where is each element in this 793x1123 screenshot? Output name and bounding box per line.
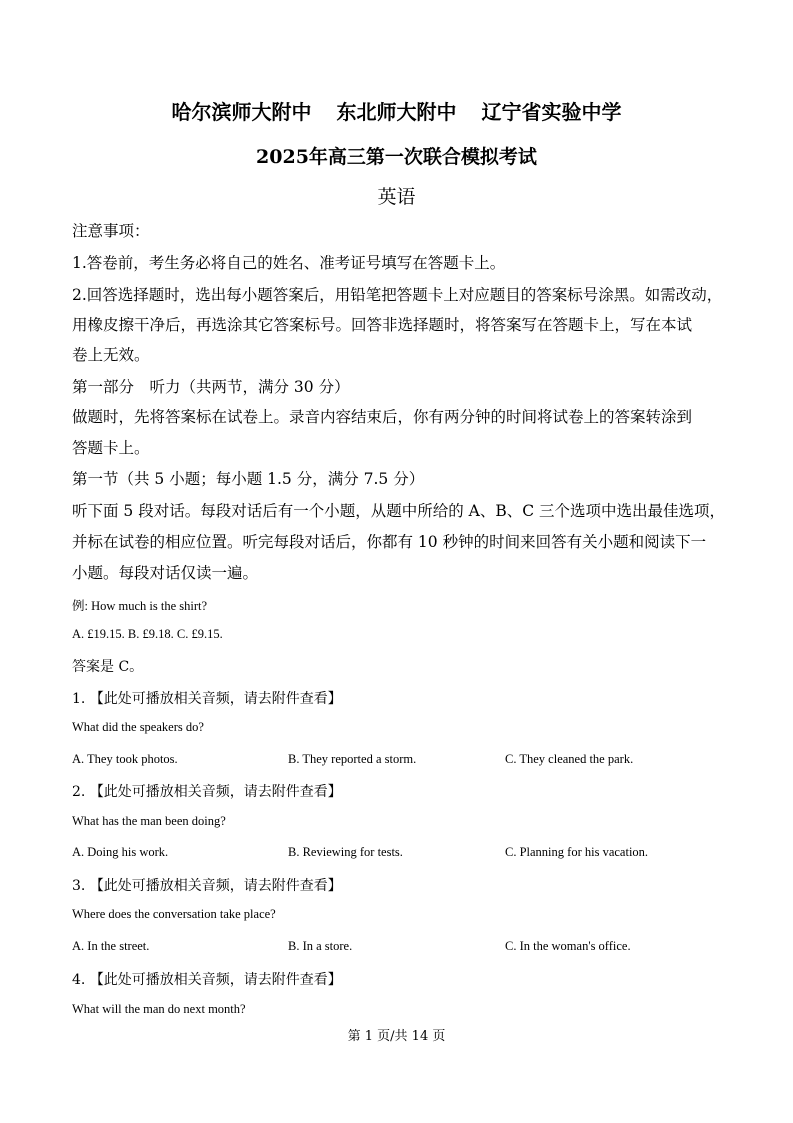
exam-title: 2025年高三第一次联合模拟考试	[256, 146, 537, 168]
question-1-option-a: A. They took photos.	[72, 752, 178, 766]
school-name-1: 哈尔滨师大附中	[171, 100, 312, 124]
question-2-option-c: C. Planning for his vacation.	[505, 845, 649, 859]
notes-heading: 注意事项：	[72, 222, 150, 240]
school-name-2: 东北师大附中	[336, 100, 457, 124]
question-2-option-b: B. Reviewing for tests.	[288, 845, 403, 859]
section1-instruction-line-1: 听下面 5 段对话。每段对话后有一个小题，从题中所给的 A、B、C 三个选项中选出最佳选项，	[72, 502, 726, 520]
question-4-text: What will the man do next month?	[72, 1002, 246, 1016]
question-2-text: What has the man been doing?	[72, 814, 226, 828]
question-3-text: Where does the conversation take place?	[72, 907, 276, 921]
notes-item-2-line-3: 卷上无效。	[72, 346, 150, 364]
notes-item-1: 1.答卷前，考生务必将自己的姓名、准考证号填写在答题卡上。	[72, 254, 506, 272]
example-question: 例: How much is the shirt?	[72, 599, 208, 613]
section1-instruction-line-2: 并标在试卷的相应位置。听完每段对话后，你都有 10 秒钟的时间来回答有关小题和阅读下一	[72, 533, 707, 551]
part1-instruction-line-1: 做题时，先将答案标在试卷上。录音内容结束后，你有两分钟的时间将试卷上的答案转涂到	[72, 408, 693, 426]
question-2-audio: 2. 【此处可播放相关音频，请去附件查看】	[72, 784, 342, 800]
part1-instruction-line-2: 答题卡上。	[72, 439, 150, 457]
school-names	[0, 96, 793, 125]
question-1-option-c: C. They cleaned the park.	[505, 752, 634, 766]
question-1-option-b: B. They reported a storm.	[288, 752, 417, 766]
question-1-audio: 1. 【此处可播放相关音频，请去附件查看】	[72, 691, 342, 707]
page-number: 第 1 页/共 14 页	[347, 1029, 446, 1044]
question-1-text: What did the speakers do?	[72, 720, 204, 734]
section1-instruction-line-3: 小题。每段对话仅读一遍。	[72, 564, 259, 582]
question-3-option-c: C. In the woman's office.	[505, 939, 631, 953]
question-3-audio: 3. 【此处可播放相关音频，请去附件查看】	[72, 878, 342, 894]
school-name-3: 辽宁省实验中学	[481, 100, 622, 124]
example-options: A. £19.15. B. £9.18. C. £9.15.	[72, 627, 223, 641]
example-answer: 答案是 C。	[72, 659, 144, 675]
question-3-option-b: B. In a store.	[288, 939, 353, 953]
part1-heading: 第一部分 听力（共两节，满分 30 分）	[72, 378, 350, 396]
subject-title: 英语	[377, 186, 416, 208]
notes-item-2-line-2: 用橡皮擦干净后，再选涂其它答案标号。回答非选择题时，将答案写在答题卡上，写在本试	[72, 316, 693, 334]
question-4-audio: 4. 【此处可播放相关音频，请去附件查看】	[72, 972, 342, 988]
section1-heading: 第一节（共 5 小题；每小题 1.5 分，满分 7.5 分）	[72, 470, 425, 488]
question-2-option-a: A. Doing his work.	[72, 845, 169, 859]
notes-item-2-line-1: 2.回答选择题时，选出每小题答案后，用铅笔把答题卡上对应题目的答案标号涂黑。如需改动，	[72, 286, 723, 304]
question-3-option-a: A. In the street.	[72, 939, 150, 953]
